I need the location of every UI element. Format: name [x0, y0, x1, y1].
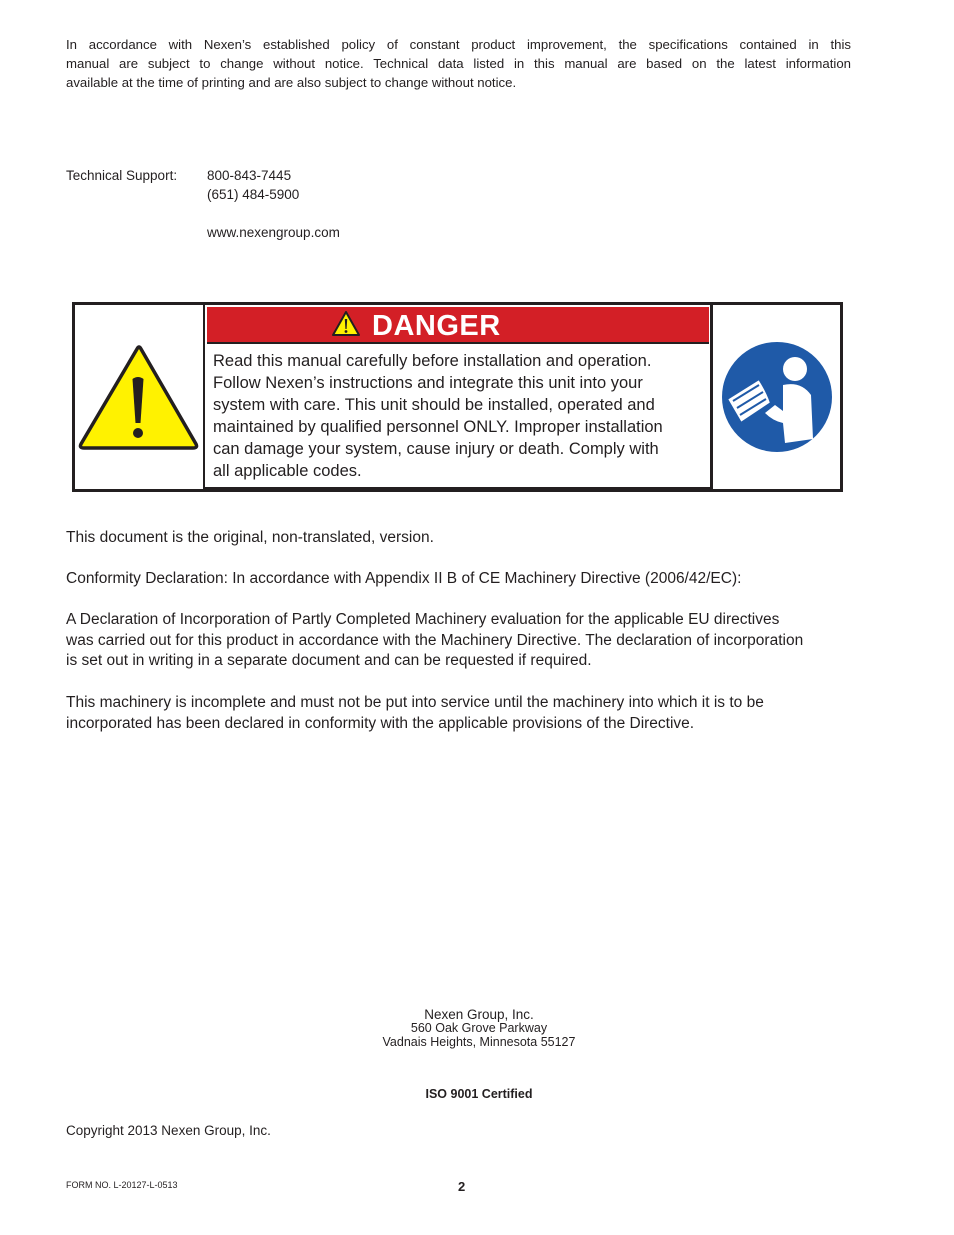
- company-street: 560 Oak Grove Parkway: [410, 1021, 548, 1035]
- form-number: FORM NO. L-20127-L-0513: [66, 1180, 178, 1190]
- paragraph-line: This machinery is incomplete and must not be put into service until the machinery into which it is to be: [66, 694, 764, 711]
- paragraph-line: was carried out for this product in accordance with the Machinery Directive. The declaration of incorporation: [66, 631, 804, 649]
- paragraph-line: A Declaration of Incorporation of Partly Completed Machinery evaluation for the applicable EU directives: [66, 611, 780, 628]
- iso-certification: ISO 9001 Certified: [425, 1087, 533, 1101]
- original-version-note: This document is the original, non-translated, version.: [66, 529, 434, 546]
- paragraph-line: incorporated has been declared in conformity with the applicable provisions of the Directive.: [66, 714, 695, 732]
- copyright: Copyright 2013 Nexen Group, Inc.: [66, 1123, 271, 1138]
- read-manual-icon: [713, 305, 840, 489]
- danger-line: all applicable codes.: [213, 462, 362, 480]
- warning-cell: [75, 305, 205, 491]
- danger-message: [213, 350, 708, 482]
- conformity-declaration: Conformity Declaration: In accordance with Appendix II B of CE Machinery Directive (2006/42/EC):: [66, 570, 742, 587]
- notice-line: available at the time of printing and are also subject to change without notice.: [66, 75, 517, 90]
- company-name: Nexen Group, Inc.: [424, 1007, 534, 1022]
- revision-notice: [66, 35, 851, 92]
- page-number: 2: [458, 1179, 466, 1194]
- company-city: Vadnais Heights, Minnesota 55127: [382, 1035, 576, 1049]
- support-phone-1: 800-843-7445: [207, 168, 292, 183]
- danger-line: Read this manual carefully before installation and operation.: [213, 352, 652, 370]
- danger-line: system with care. This unit should be installed, operated and: [213, 396, 655, 414]
- incomplete-machinery-paragraph: [66, 693, 764, 734]
- notice-line: manual are subject to change without notice. Technical data listed in this manual are based on the latest information: [66, 56, 851, 71]
- paragraph-line: is set out in writing in a separate document and can be requested if required.: [66, 652, 592, 669]
- danger-line: can damage your system, cause injury or death. Comply with: [213, 440, 659, 458]
- read-manual-cell: [710, 305, 840, 489]
- declaration-paragraph: [66, 610, 803, 672]
- small-warning-icon: [331, 310, 361, 338]
- danger-heading: DANGER: [372, 310, 501, 342]
- notice-line: In accordance with Nexen’s established policy of constant product improvement, the specifications contained in this: [66, 37, 851, 52]
- danger-line: Follow Nexen’s instructions and integrate this unit into your: [213, 374, 643, 392]
- support-phone-2: (651) 484-5900: [207, 187, 300, 202]
- support-label: Technical Support:: [66, 168, 178, 183]
- warning-triangle-icon: [75, 305, 201, 489]
- support-website: www.nexengroup.com: [207, 225, 340, 240]
- danger-line: maintained by qualified personnel ONLY. Improper installation: [213, 418, 663, 436]
